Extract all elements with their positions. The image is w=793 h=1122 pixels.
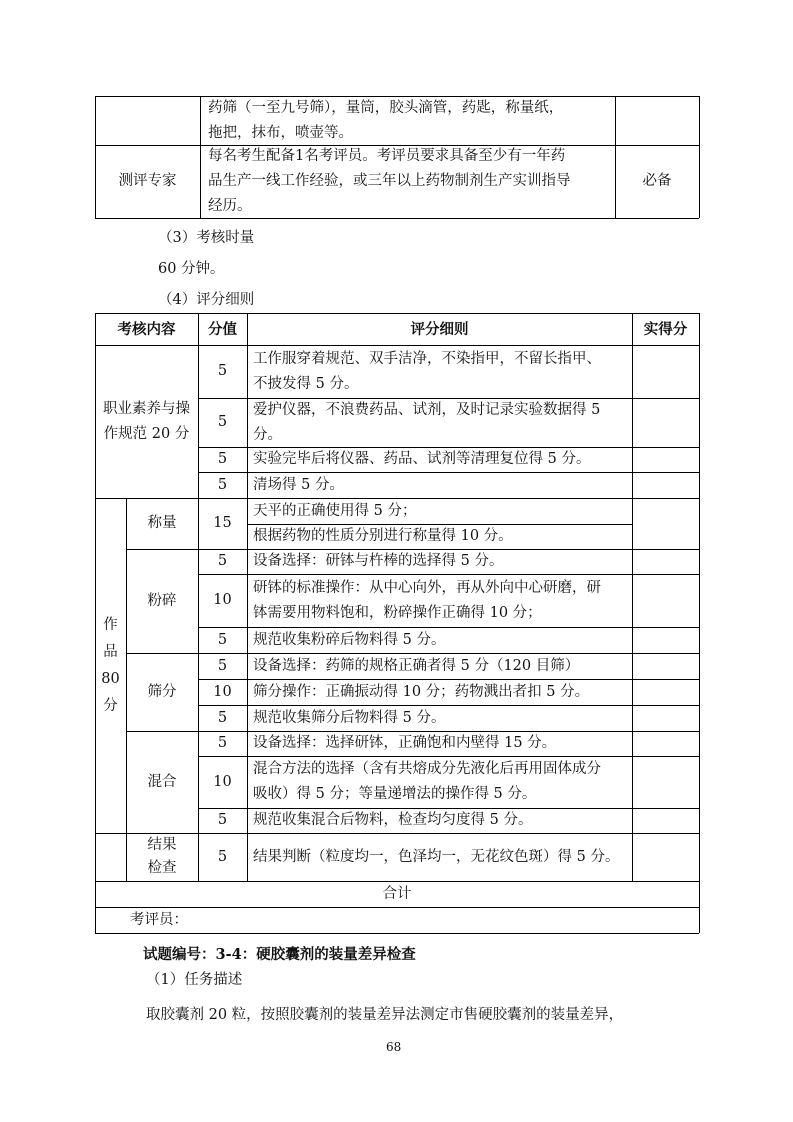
sieving-row-1-detail: 设备选择：药筛的规格正确者得 5 分（120 目筛） [253,657,580,674]
header-content: 考核内容 [117,320,176,338]
mixing-row-2-detail [247,756,632,808]
header-detail: 评分细则 [410,320,469,338]
next-item-body: 取胶囊剂 20 粒，按照胶囊剂的装量差异法测定市售硬胶囊剂的装量差异， [146,1007,624,1023]
mixing-row-2-line-2: 吸收）得 5 分；等量递增法的操作得 5 分。 [253,786,537,802]
next-item-subheading: （1）任务描述 [146,972,243,988]
mixing-row-2-line-1: 混合方法的选择（含有共熔成分先液化后再用固体成分 [253,761,601,777]
crushing-row-3-detail: 规范收集粉碎后物料得 5 分。 [253,631,446,648]
crushing-row-1-detail: 设备选择：研钵与杵棒的选择得 5 分。 [253,553,504,569]
weighing-score: 15 [213,515,232,531]
section3-value: 60 分钟。 [158,261,225,277]
next-item-title: 试题编号：3-4：硬胶囊剂的装量差异检查 [143,946,416,963]
header-actual-score: 实得分 [643,320,688,338]
requirement-note-cell [615,145,699,218]
mixing-row-1-score: 5 [217,735,228,751]
work-label-char-3: 80 [101,670,120,687]
section3-heading: （3）考核时量 [158,230,255,246]
mixing-row-3-detail: 规范收集混合后物料，检查均匀度得 5 分。 [253,812,533,828]
prof-label-line-2: 作规范 20 分 [103,425,190,442]
result-score: 5 [217,848,228,865]
prof-row-1-line-1: 工作服穿着规范、双手洁净，不染指甲，不留长指甲、 [253,350,601,367]
sieving-row-2-score: 10 [213,683,232,700]
sieving-label: 筛分 [147,683,177,700]
requirement-line-3: 经历。 [208,198,252,214]
examiner-requirement-cell [202,145,614,218]
prof-row-2-line-2: 分。 [253,426,282,443]
result-label-line-2: 检查 [147,860,177,876]
top-table-equipment-cell [202,96,614,145]
crushing-row-2-detail [247,574,632,627]
result-detail: 结果判断（粒度均一，色泽均一，无花纹色斑）得 5 分。 [253,848,620,865]
equipment-line-2: 拖把，抹布，喷壶等。 [208,124,353,141]
total-label: 合计 [382,885,412,902]
requirement-line-1: 每名考生配备1名考评员。考评员要求具备至少有一年药 [208,148,566,164]
equipment-line-1: 药筛（一至九号筛），量筒，胶头滴管，药匙，称量纸， [208,99,564,116]
examiner-label: 测评专家 [118,173,177,189]
crushing-row-2-line-1: 研钵的标准操作：从中心向外，再从外向中心研磨，研 [253,579,601,596]
result-label-line-1: 结果 [147,837,177,853]
mixing-label: 混合 [147,773,177,790]
sieving-row-1-score: 5 [217,657,228,674]
weighing-item-1: 天平的正确使用得 5 分； [253,502,417,519]
prof-row-2-detail [247,398,632,447]
requirement-line-2: 品生产一线工作经验，或三年以上药物制剂生产实训指导 [208,173,571,189]
prof-row-1-line-2: 不披发得 5 分。 [253,375,359,392]
sieving-row-3-detail: 规范收集筛分后物料得 5 分。 [253,709,446,726]
mixing-row-3-score: 5 [217,812,228,828]
prof-row-4-score: 5 [217,476,228,493]
crushing-row-2-score: 10 [213,592,232,608]
work-label-char-2: 品 [103,643,118,660]
section4-heading: （4）评分细则 [158,292,255,308]
examiner-signature-label: 考评员： [130,911,188,928]
prof-row-3-detail: 实验完毕后将仪器、药品、试剂等清理复位得 5 分。 [253,451,591,467]
prof-row-2-score: 5 [217,414,228,430]
crushing-row-1-score: 5 [217,553,228,569]
prof-row-1-detail [247,345,632,398]
crushing-row-2-line-2: 钵需要用物料饱和，粉碎操作正确得 10 分； [253,604,542,621]
page-number: 68 [386,1040,402,1054]
requirement-note: 必备 [642,173,672,189]
work-label [95,498,126,833]
prof-row-1-score: 5 [217,363,228,379]
header-score: 分值 [208,320,237,338]
examiner-label-cell [95,145,200,218]
work-label-char-4: 分 [103,697,118,714]
mixing-row-1-detail: 设备选择：选择研钵，正确饱和内壁得 15 分。 [253,735,557,751]
result-label [126,833,198,881]
weighing-item-2: 根据药物的性质分别进行称量得 10 分。 [253,528,513,544]
crushing-row-3-score: 5 [217,631,228,648]
sieving-row-2-detail: 筛分操作：正确振动得 10 分；药物溅出者扣 5 分。 [253,683,590,700]
prof-label-line-1: 职业素养与操 [103,400,190,417]
mixing-row-2-score: 10 [213,773,232,790]
work-label-char-1: 作 [103,616,118,633]
weighing-label: 称量 [147,515,177,531]
prof-row-3-score: 5 [217,451,228,467]
prof-row-2-line-1: 爱护仪器，不浪费药品、试剂，及时记录实验数据得 5 [253,401,601,418]
sieving-row-3-score: 5 [217,709,228,726]
crushing-label: 粉碎 [147,592,177,609]
prof-label [95,345,198,498]
prof-row-4-detail: 清场得 5 分。 [253,476,344,493]
